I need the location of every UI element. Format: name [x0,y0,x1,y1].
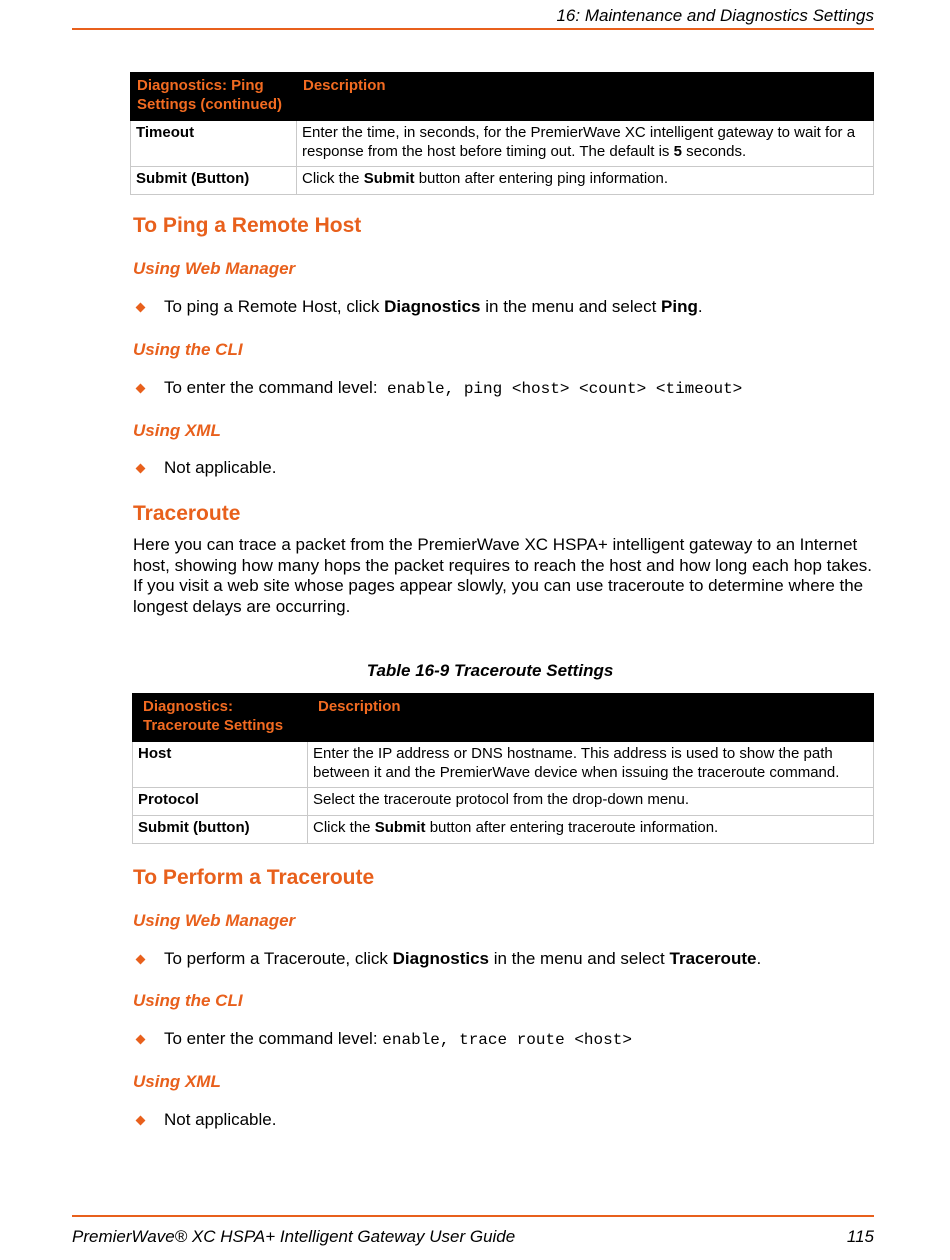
col-header-setting: Diagnostics: Traceroute Settings [133,694,308,742]
setting-description: Select the traceroute protocol from the drop-down menu. [308,788,874,816]
subheading-xml: Using XML [133,421,221,440]
bullet-diamond-icon [136,955,146,965]
section-title-traceroute: Traceroute [133,502,241,525]
subheading-web-manager: Using Web Manager [133,259,296,278]
col-header-description: Description [297,73,874,121]
section-title-perform-traceroute: To Perform a Traceroute [133,866,375,889]
bullet-diamond-icon [136,384,146,394]
table-row [131,121,874,167]
table-caption: Table 16-9 Traceroute Settings [366,661,614,680]
section-title-ping: To Ping a Remote Host [133,214,362,237]
traceroute-settings-table [132,693,874,844]
setting-description: Enter the time, in seconds, for the PremierWave XC intelligent gateway to wait for a response from the host before timing out. The default is 5 seconds. [297,121,874,167]
subheading-web-manager: Using Web Manager [133,911,296,930]
setting-description: Click the Submit button after entering traceroute information. [308,816,874,844]
setting-description: Enter the IP address or DNS hostname. This address is used to show the path between it and the PremierWave device when issuing the traceroute command. [308,742,874,788]
table-header-row [131,73,874,121]
setting-name: Protocol [133,788,308,816]
ping-settings-table [130,72,874,195]
setting-name: Submit (button) [133,816,308,844]
bullet-diamond-icon [136,1116,146,1126]
table-row [133,742,874,788]
traceroute-paragraph: Here you can trace a packet from the PremierWave XC HSPA+ intelligent gateway to an Internet host, showing how many hops the packet requires to reach the host and how long each hop takes. If you visit a web site whose pages appear slowly, you can use traceroute to determine where the longest delays are occurring. [133,535,873,616]
bullet-diamond-icon [136,1035,146,1045]
table-header-row [133,694,874,742]
table-row [133,788,874,816]
setting-description: Click the Submit button after entering ping information. [297,167,874,195]
table-row [133,816,874,844]
footer-rule [72,1215,874,1217]
setting-name: Timeout [131,121,297,167]
guide-title: PremierWave® XC HSPA+ Intelligent Gateway User Guide [72,1227,516,1246]
cli-command: enable, trace route <host> [382,1031,632,1049]
bullet-diamond-icon [136,303,146,313]
col-header-description: Description [308,694,874,742]
table-row [131,167,874,195]
subheading-cli: Using the CLI [133,340,243,359]
chapter-title: 16: Maintenance and Diagnostics Settings [556,6,874,25]
setting-name: Host [133,742,308,788]
bullet-diamond-icon [136,464,146,474]
page-number: 115 [846,1227,874,1246]
header-rule [72,28,874,30]
col-header-setting: Diagnostics: Ping Settings (continued) [131,73,297,121]
subheading-xml: Using XML [133,1072,221,1091]
cli-command: enable, ping <host> <count> <timeout> [387,380,743,398]
subheading-cli: Using the CLI [133,991,243,1010]
setting-name: Submit (Button) [131,167,297,195]
